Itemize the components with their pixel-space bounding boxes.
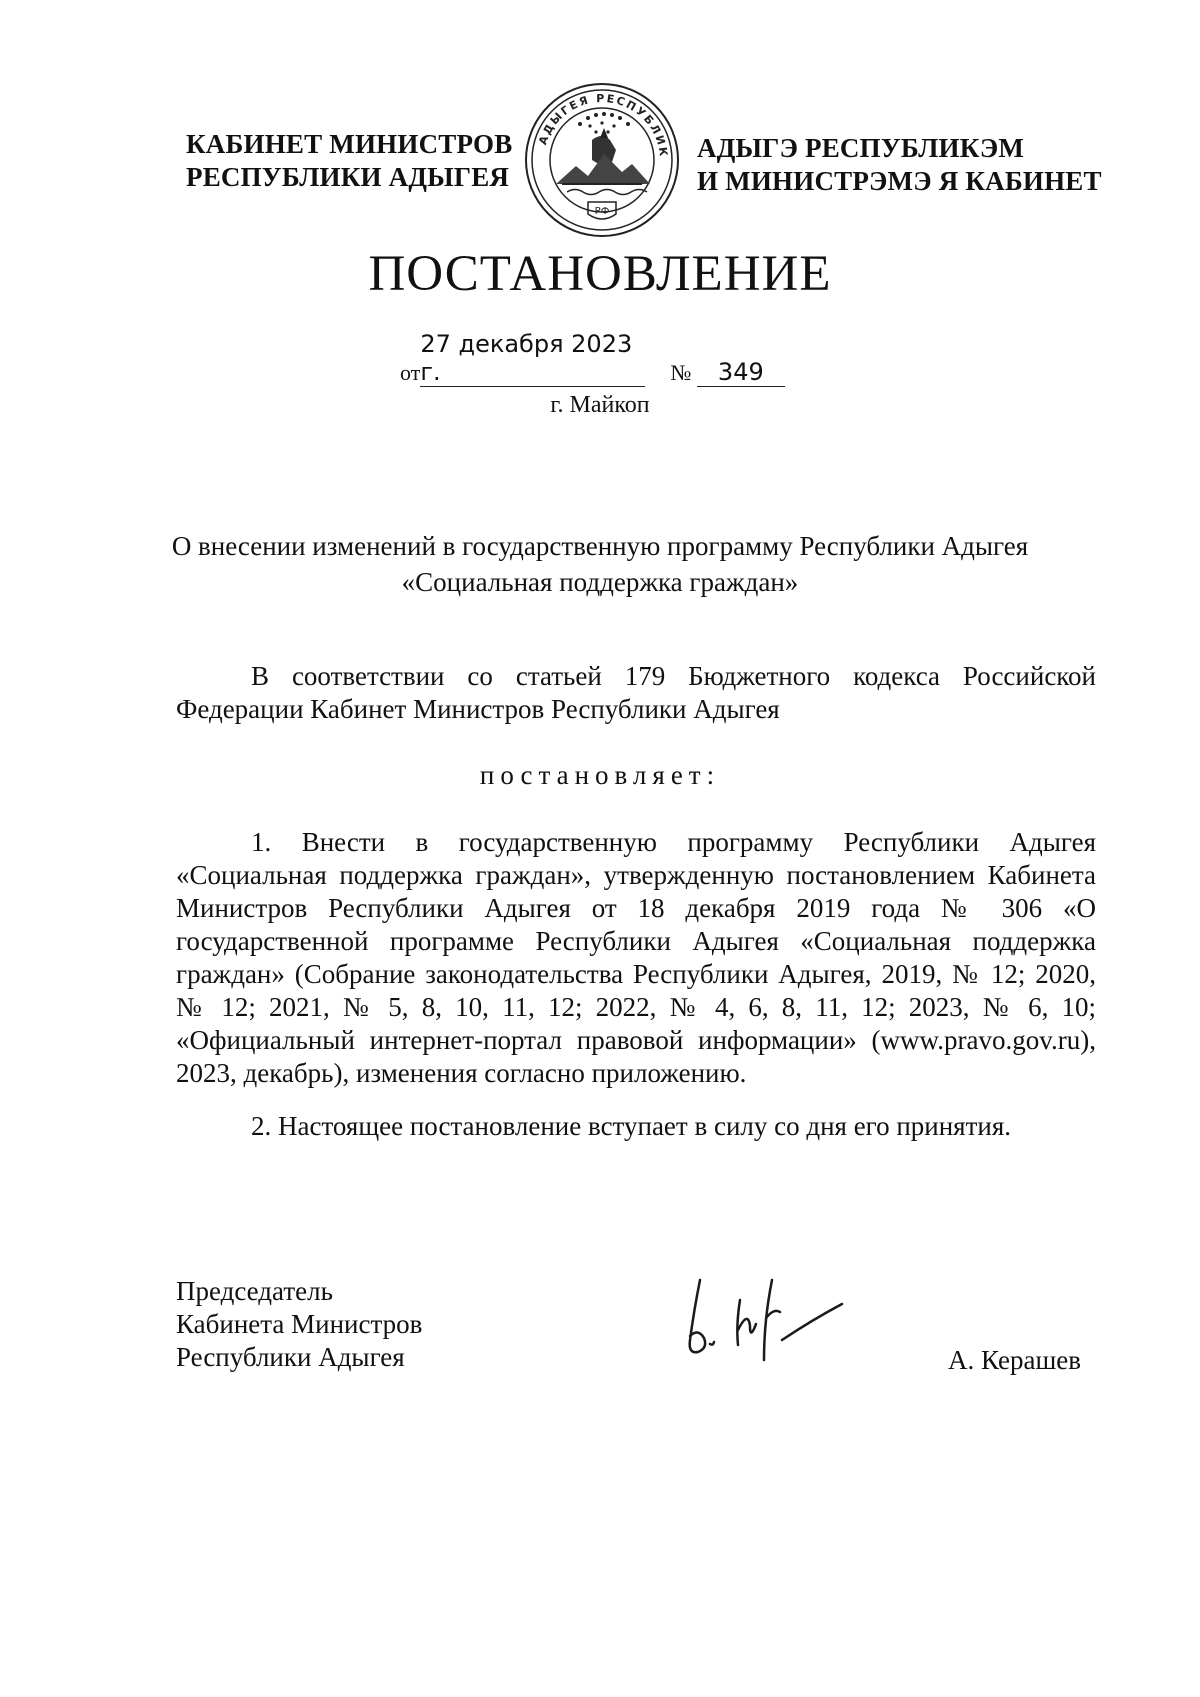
document-subject: [150, 528, 1050, 600]
signer-position-line3: Республики Адыгея: [176, 1342, 405, 1372]
emblem-ring-text: АДЫГЕЯ РЕСПУБЛИК: [536, 91, 671, 159]
document-type-title: ПОСТАНОВЛЕНИЕ: [368, 246, 832, 302]
document-number: 349: [697, 358, 785, 387]
org-name-adyghe-line1: АДЫГЭ РЕСПУБЛИКЭМ: [697, 133, 1025, 163]
signer-position: [176, 1275, 422, 1374]
org-name-adyghe-line2: И МИНИСТРЭМЭ Я КАБИНЕТ: [697, 166, 1102, 196]
city-label: г. Майкоп: [550, 392, 650, 418]
coat-of-arms-icon: [522, 80, 682, 240]
subject-line2: «Социальная поддержка граждан»: [401, 567, 799, 597]
org-name-russian-line1: КАБИНЕТ МИНИСТРОВ: [186, 129, 513, 159]
handwritten-signature: [670, 1270, 860, 1380]
org-name-adyghe: [697, 132, 1117, 198]
signature-icon: [670, 1270, 860, 1380]
number-prefix: №: [670, 360, 692, 385]
resolves-heading: постановляет:: [479, 760, 721, 790]
date-prefix: от: [400, 360, 421, 385]
subject-line1: О внесении изменений в государственную программу Республики Адыгея: [171, 531, 1029, 561]
signer-name: А. Керашев: [948, 1345, 1081, 1375]
org-name-russian: [186, 128, 516, 194]
signer-position-line1: Председатель: [176, 1276, 333, 1306]
preamble-paragraph: В соответствии со статьей 179 Бюджетного кодекса Российской Федерации Кабинет Министров Республики Адыгея: [176, 661, 1096, 724]
emblem-bottom-text: РФ: [594, 206, 610, 217]
coat-of-arms-icon-graphic: [522, 80, 682, 240]
signer-position-line2: Кабинета Министров: [176, 1309, 423, 1339]
resolution-item-2: 2. Настоящее постановление вступает в силу со дня его принятия.: [251, 1111, 1012, 1141]
resolution-item-1: 1. Внести в государственную программу Республики Адыгея «Социальная поддержка граждан», утвержденную постановлением Кабинета Министров Республики Адыгея от 18 декабря 2019 года № 306 «О государственной программе Республики Адыгея «Социальная поддержка граждан» (Собрание законодательства Республики Адыгея, 2019, № 12; 2020, № 12; 2021, № 5, 8, 10, 11, 12; 2022, № 4, 6, 8, 11, 12; 2023, № 6, 10; «Официальный интернет-портал правовой информации» (www.pravo.gov.ru), 2023, декабрь), изменения согласно приложению.: [176, 827, 1096, 1088]
date-number-line: [400, 330, 900, 387]
date-value: 27 декабря 2023 г.: [420, 330, 645, 387]
org-name-russian-line2: РЕСПУБЛИКИ АДЫГЕЯ: [186, 162, 510, 192]
